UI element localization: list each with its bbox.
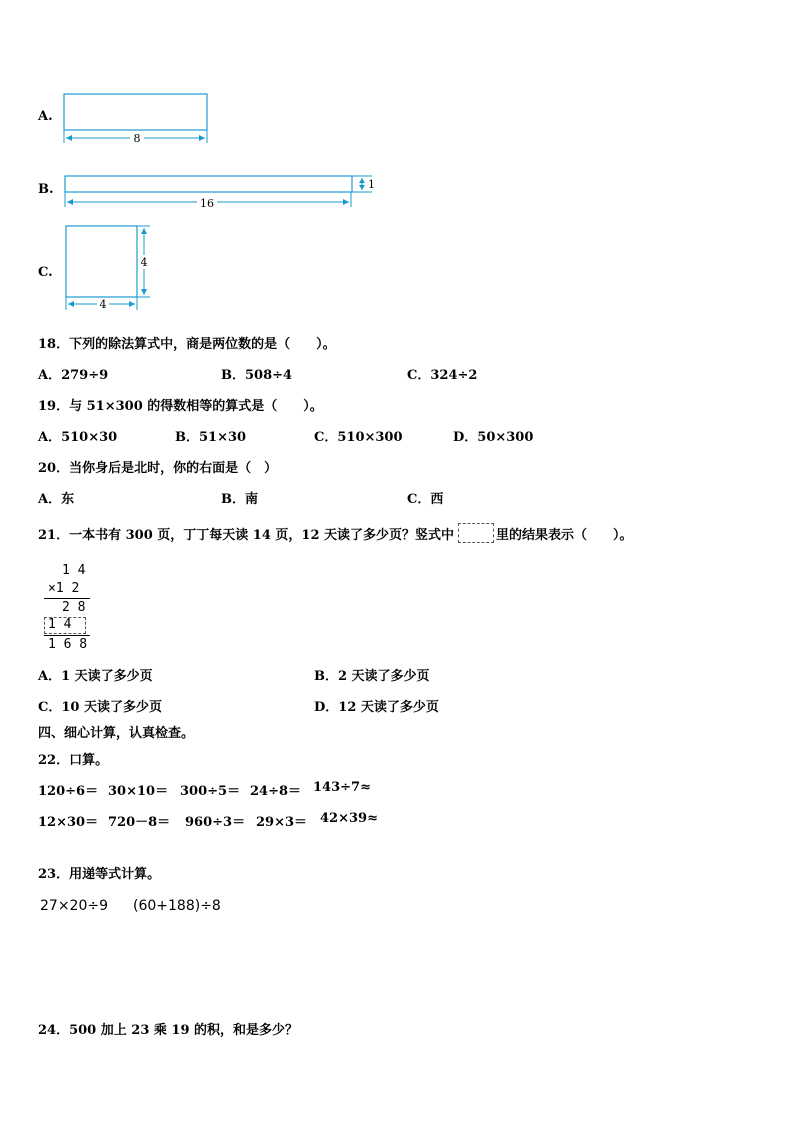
q21-stem-start: 21．一本书有 300 页，丁丁每天读 14 页，12 天读了多少页？竖式中 — [38, 528, 455, 543]
q24-stem: 24．500 加上 23 乘 19 的积，和是多少？ — [38, 1023, 299, 1038]
dim-c-height: 4 — [140, 256, 148, 269]
q21-option-d: D．12 天读了多少页 — [314, 700, 439, 715]
q19-stem: 19．与 51×300 的得数相等的算式是（ ）。 — [38, 399, 323, 414]
q19-option-a: A．510×30 — [38, 430, 118, 445]
answer-dashed-box — [458, 523, 494, 543]
vert-row-partial-2: 1 4 — [48, 617, 72, 632]
q20-option-b: B．南 — [221, 492, 258, 507]
q19-option-b: B．51×30 — [175, 430, 247, 445]
q23-stem: 23．用递等式计算。 — [38, 867, 161, 882]
vert-row-partial-1: 2 8 — [62, 600, 86, 615]
q20-option-c: C．西 — [407, 492, 444, 507]
q21-option-c: C．10 天读了多少页 — [38, 700, 162, 715]
q21-stem-end: 里的结果表示（ ）。 — [496, 528, 633, 543]
q22-item: 300÷5＝ — [180, 784, 241, 799]
option-c-label: C. — [38, 265, 53, 280]
q23-expression-2: (60+188)÷8 — [133, 898, 221, 914]
q22-item: 29×3＝ — [256, 815, 308, 830]
vert-row-product: 1 6 8 — [48, 637, 88, 652]
q22-item: 960÷3＝ — [185, 815, 246, 830]
q22-item: 42×39≈ — [320, 811, 378, 826]
option-a-label: A. — [38, 109, 53, 124]
dim-b-height: 1 — [368, 178, 375, 191]
q19-option-d: D．50×300 — [453, 430, 534, 445]
q21-option-b: B．2 天读了多少页 — [314, 669, 430, 684]
q22-item: 120÷6＝ — [38, 784, 99, 799]
vert-row-multiplier: ×1 2 — [48, 581, 80, 596]
q22-item: 143÷7≈ — [313, 780, 371, 795]
q18-stem: 18．下列的除法算式中，商是两位数的是（ ）。 — [38, 337, 336, 352]
q20-option-a: A．东 — [38, 492, 75, 507]
q22-item: 24÷8＝ — [250, 784, 302, 799]
q18-option-b: B．508÷4 — [221, 368, 293, 383]
q22-item: 720－8＝ — [108, 815, 171, 830]
q20-stem: 20．当你身后是北时，你的右面是（ ） — [38, 461, 278, 476]
q22-stem: 22．口算。 — [38, 753, 109, 768]
dim-b-width: 16 — [200, 197, 214, 210]
q18-option-a: A．279÷9 — [38, 368, 109, 383]
rectangle-figures — [0, 0, 794, 320]
vert-row-multiplicand: 1 4 — [62, 563, 86, 578]
square-c — [66, 226, 137, 297]
q19-option-c: C．510×300 — [314, 430, 403, 445]
rectangle-b — [65, 176, 352, 192]
rectangle-a — [64, 94, 207, 130]
vert-line-2 — [44, 635, 90, 636]
dim-c-width: 4 — [99, 298, 107, 311]
option-b-label: B. — [38, 182, 54, 197]
q23-expression-1: 27×20÷9 — [40, 898, 108, 914]
q21-option-a: A．1 天读了多少页 — [38, 669, 153, 684]
vert-line-1 — [44, 598, 90, 599]
dim-a-width: 8 — [133, 132, 141, 145]
section-heading: 四、细心计算，认真检查。 — [38, 726, 195, 741]
q18-option-c: C．324÷2 — [407, 368, 478, 383]
q22-item: 12×30＝ — [38, 815, 99, 830]
q22-item: 30×10＝ — [108, 784, 169, 799]
